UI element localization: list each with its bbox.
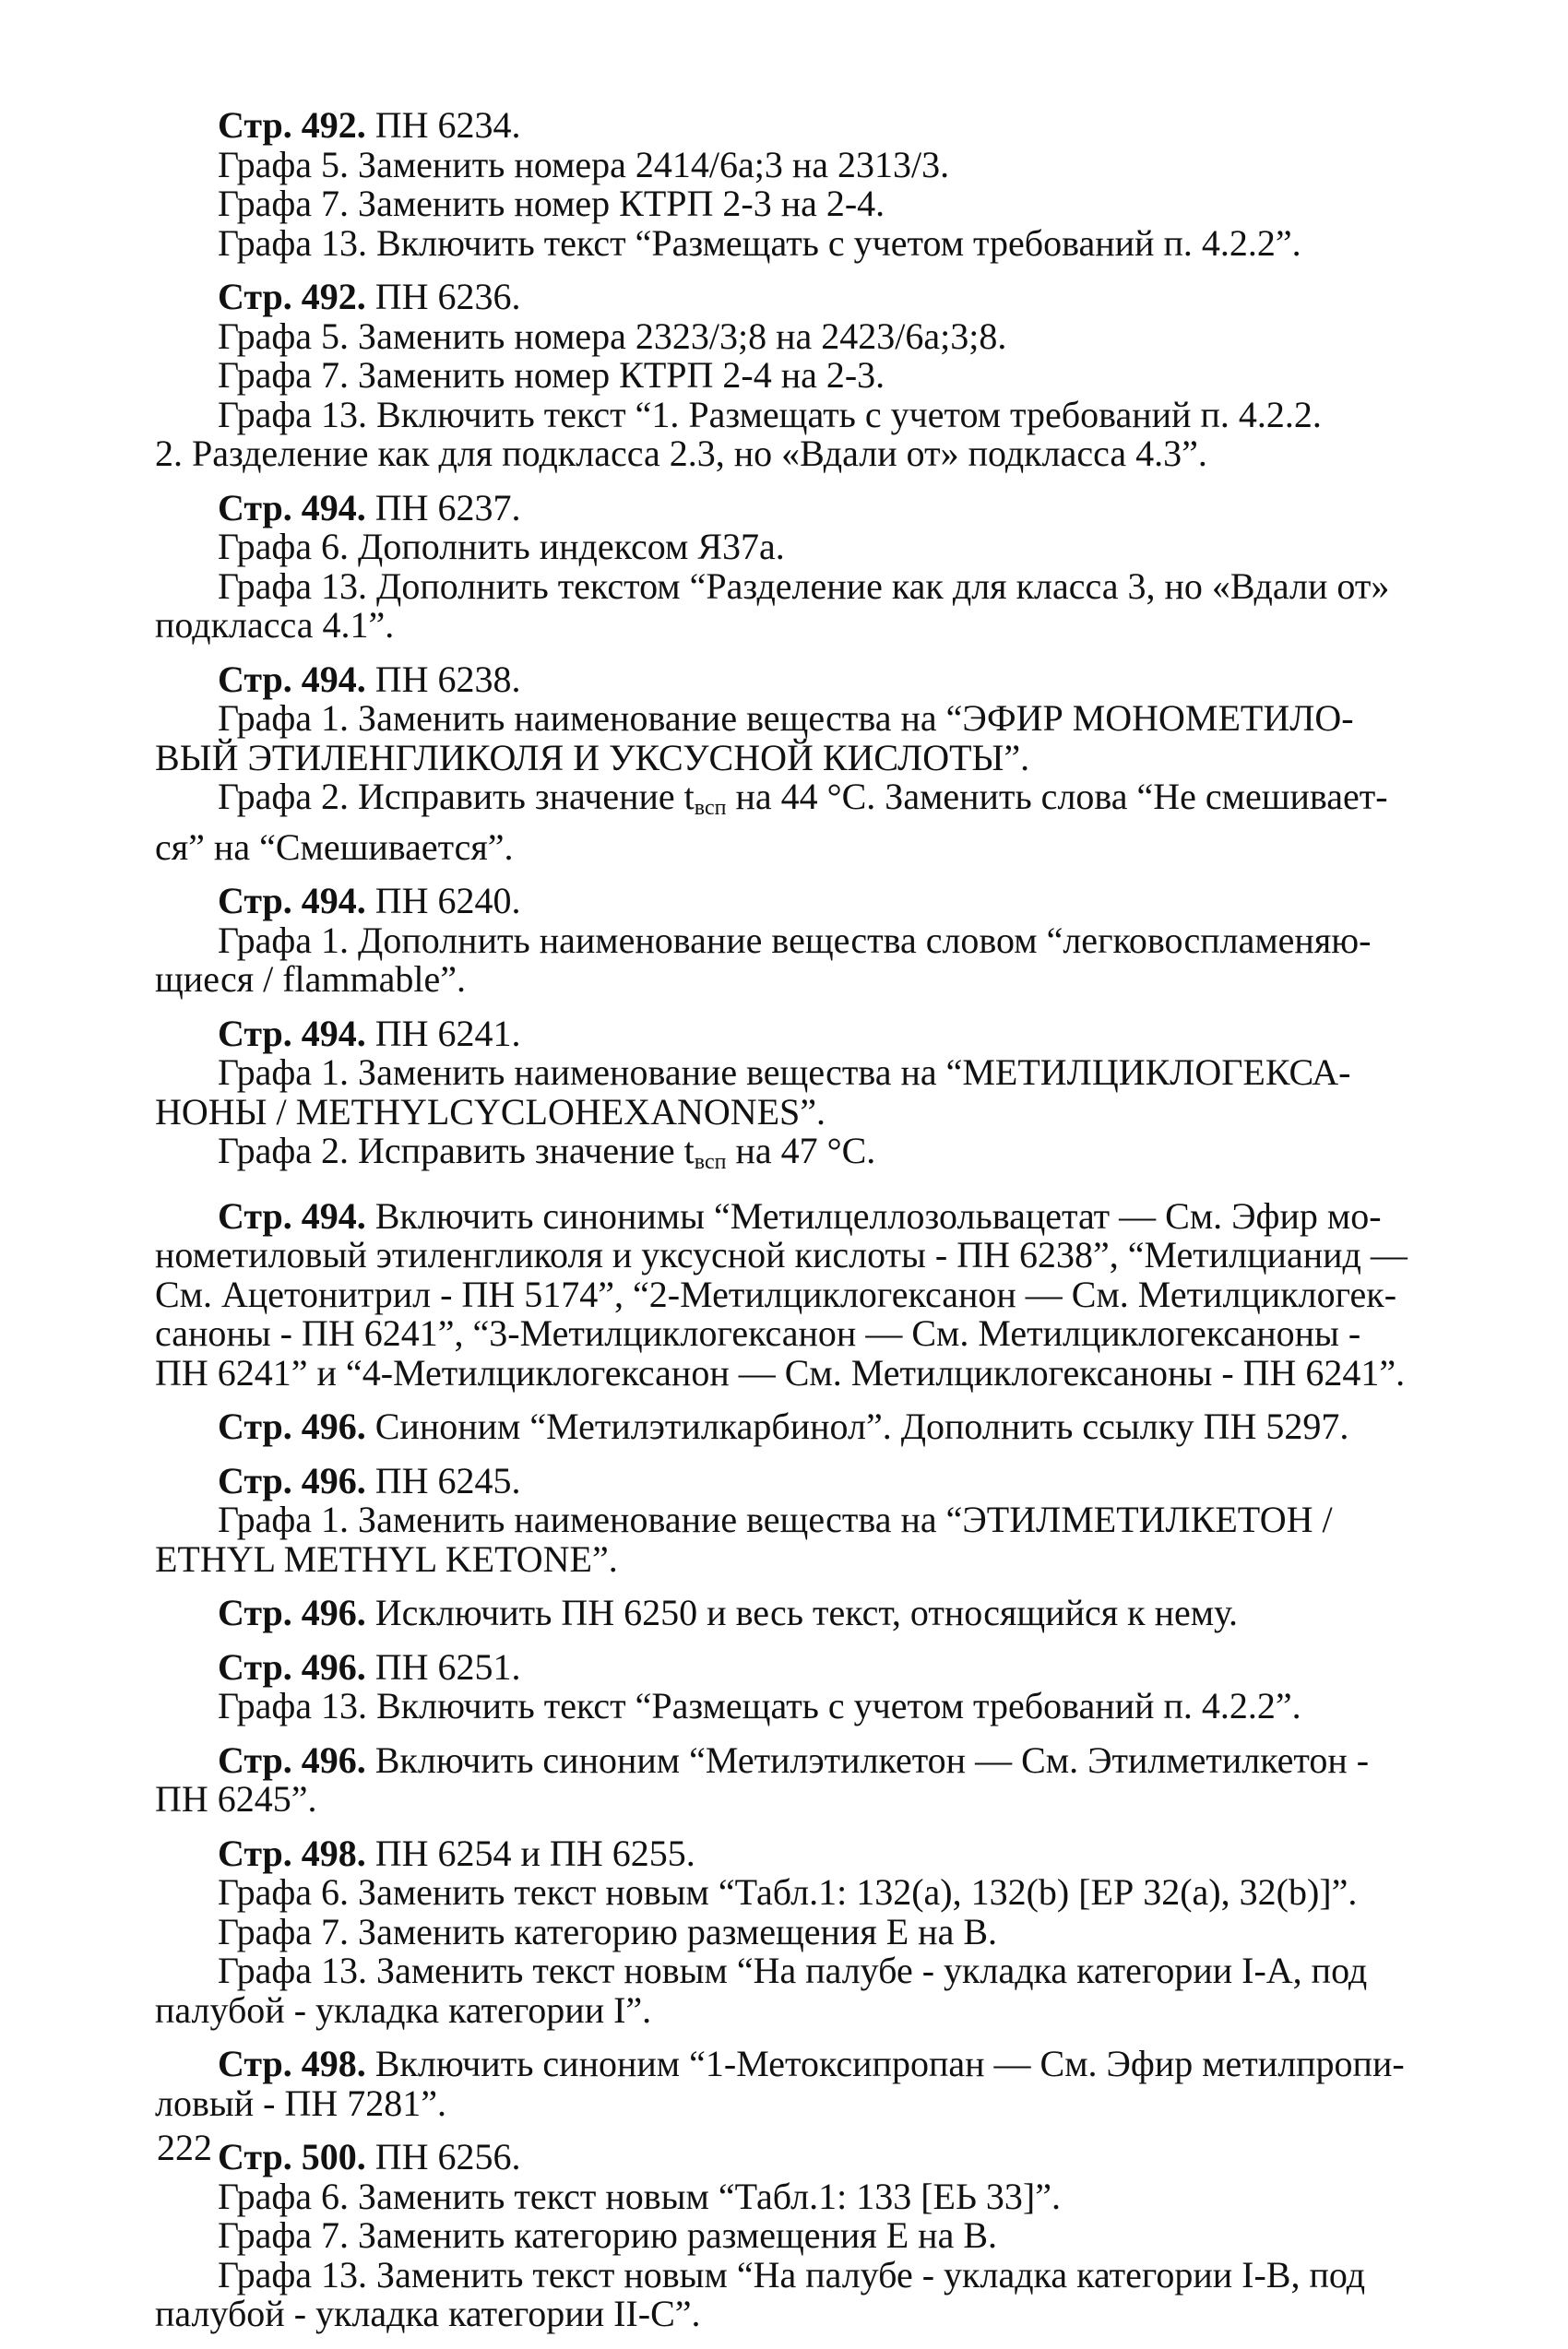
entry-text: ПН 6245. [365,1459,521,1501]
entry-text: ПН 6256. [365,2136,521,2177]
line-text: Графа 5. Заменить номера 2323/3;8 на 2423/6а;3;8. [218,314,1007,357]
document-body [155,106,1428,2349]
line-text: Графа 2. Исправить значение t [218,1130,695,1171]
entry-line [155,606,1428,646]
line-text: Графа 2. Исправить значение t [218,776,695,817]
line-text: Графа 1. Заменить наименование вещества на “ЭФИР МОНОМЕТИЛО- [218,697,1354,739]
line-text: Графа 13. Заменить текст новым “На палубе - укладка категории I-A, под [218,1950,1368,1991]
entry-line [155,184,1428,224]
amendment-entry [155,2045,1428,2123]
line-text: Графа 1. Дополнить наименование вещества словом “легковоспламеняю- [218,919,1372,961]
page-reference: Стр. 492. [218,104,366,146]
page-reference: Стр. 492. [218,276,366,317]
line-text: нометиловый этиленгликоля и уксусной кислоты - ПН 6238”, “Метилцианид — [155,1234,1408,1275]
entry-line [155,393,1428,435]
entry-line [155,564,1428,607]
entry-heading-line [155,1738,1428,1781]
entry-heading-line [155,660,1428,700]
line-text: палубой - укладка категории II-C”. [155,2293,701,2334]
line-text: 2. Разделение как для подкласса 2.3, но «Вдали от» подкласса 4.3”. [155,433,1207,474]
entry-line [155,2084,1428,2124]
line-text: ВЫЙ ЭТИЛЕНГЛИКОЛЯ И УКСУСНОЙ КИСЛОТЫ”. [155,736,1030,778]
amendment-entry [155,1594,1428,1633]
entry-heading-line [155,1194,1428,1237]
entry-heading-line [155,1014,1428,1054]
amendment-entry [155,278,1428,474]
line-text-after: на 47 °С. [726,1130,876,1171]
entry-heading-line [155,106,1428,146]
line-text: палубой - укладка категории I”. [155,1988,652,2031]
entry-line [155,1687,1428,1726]
entry-line [155,1314,1428,1354]
page-reference: Стр. 496. [218,1459,366,1501]
entry-heading-line [155,1834,1428,1874]
entry-heading-line [155,278,1428,317]
line-text: Графа 1. Заменить наименование вещества на “ЭТИЛМЕТИЛКЕТОН / [218,1499,1333,1540]
entry-text: ПН 6238. [365,658,521,700]
entry-text: Исключить ПН 6250 и весь текст, относящийся к нему. [365,1592,1239,1633]
page-reference: Стр. 500. [218,2136,366,2177]
subscript: всп [694,1150,727,1174]
entry-text: ПН 6236. [365,276,521,317]
entry-line [155,1780,1428,1820]
entry-text: ПН 6241. [365,1012,521,1054]
entry-text: ПН 6237. [365,486,521,528]
entry-heading-line [155,486,1428,528]
line-text: Графа 7. Заменить номер КТРП 2-4 на 2-3. [218,354,885,396]
entry-line [155,434,1428,474]
entry-line [155,736,1428,778]
entry-line [155,1910,1428,1952]
entry-text: ПН 6234. [365,104,521,146]
line-text: Графа 13. Включить текст “1. Размещать с учетом требований п. 4.2.2. [218,393,1322,435]
entry-text: ПН 6254 и ПН 6255. [365,1832,695,1874]
line-text: Графа 13. Включить текст “Размещать с учетом требований п. 4.2.2”. [218,1685,1301,1726]
line-text: НОНЫ / METHYLCYCLOHEXANONES”. [155,1090,826,1133]
entry-text: ПН 6240. [365,880,521,921]
line-text: саноны - ПН 6241”, “3-Метилциклогексанон — См. Метилциклогексаноны - [155,1312,1361,1354]
amendment-entry [155,1194,1428,1394]
entry-line [155,960,1428,1000]
entry-text: Включить синонимы “Метилцеллозольвацетат — См. Эфир мо- [365,1194,1382,1237]
amendment-entry [155,106,1428,263]
page-reference: Стр. 498. [218,1832,366,1874]
line-text: Графа 13. Заменить текст новым “На палубе - укладка категории I-B, под [218,2253,1366,2296]
page-reference: Стр. 496. [218,1738,366,1781]
page-reference: Стр. 498. [218,2043,366,2084]
line-text: Графа 7. Заменить категорию размещения Е на В. [218,2214,997,2256]
line-text: подкласса 4.1”. [155,604,395,646]
entry-line [155,1275,1428,1315]
line-text: Графа 6. Заменить текст новым “Табл.1: 133 [ЕЬ 33]”. [218,2175,1061,2217]
page-reference: Стр. 496. [218,1592,366,1633]
line-text: ПН 6241” и “4-Метилциклогексанон — См. Метилциклогексаноны - ПН 6241”. [155,1351,1406,1394]
entry-heading-line [155,2045,1428,2084]
line-text: Графа 7. Заменить номер КТРП 2-3 на 2-4. [218,183,885,224]
entry-line [155,1053,1428,1093]
line-text: Графа 6. Заменить текст новым “Табл.1: 132(a), 132(b) [ЕР 32(a), 32(b)]”. [218,1871,1358,1913]
line-text: Графа 13. Дополнить текстом “Разделение как для класса 3, но «Вдали от» [218,564,1390,607]
entry-heading-line [155,1594,1428,1633]
entry-line [155,528,1428,567]
page-number: 222 [157,2127,212,2168]
entry-line [155,2295,1428,2334]
entry-line [155,2216,1428,2256]
line-text: щиеся / flammable”. [155,958,467,1000]
entry-line [155,2177,1428,2217]
page-reference: Стр. 494. [218,1194,366,1237]
entry-heading-line [155,1459,1428,1501]
line-text-after: на 44 °С. Заменить слова “Не смешивает- [726,776,1388,817]
entry-line [155,1988,1428,2031]
amendment-entry [155,1738,1428,1820]
amendment-entry [155,1834,1428,2031]
entry-heading-line [155,882,1428,921]
entry-line [155,777,1428,828]
page-reference: Стр. 494. [218,486,366,528]
entry-line [155,699,1428,739]
entry-text: Синоним “Метилэтилкарбинол”. Дополнить ссылку ПН 5297. [365,1406,1349,1447]
line-text: ПН 6245”. [155,1778,317,1820]
line-text: ETHYL METHYL KETONE”. [155,1537,618,1580]
page-reference: Стр. 494. [218,880,366,921]
entry-line [155,143,1428,185]
entry-heading-line [155,1645,1428,1688]
amendment-entry [155,486,1428,646]
entry-line [155,314,1428,357]
entry-line [155,1501,1428,1540]
entry-line [155,1351,1428,1394]
page-reference: Стр. 496. [218,1645,366,1688]
amendment-entry [155,2138,1428,2334]
line-text: Графа 5. Заменить номера 2414/6а;3 на 2313/3. [218,143,950,185]
entry-line [155,921,1428,961]
entry-line [155,1873,1428,1913]
line-text: Графа 13. Включить текст “Размещать с учетом требований п. 4.2.2”. [218,221,1301,264]
amendment-entry [155,1407,1428,1447]
entry-text: ПН 6251. [365,1645,521,1688]
amendment-entry [155,660,1428,868]
line-text: Графа 6. Дополнить индексом Я37а. [218,526,785,567]
line-text: См. Ацетонитрил - ПН 5174”, “2-Метилциклогексанон — См. Метилциклогек- [155,1273,1397,1315]
amendment-entry [155,882,1428,1000]
line-text: ловый - ПН 7281”. [155,2082,446,2124]
line-text: Графа 1. Заменить наименование вещества на “МЕТИЛЦИКЛОГЕКСА- [218,1051,1351,1093]
entry-text: Включить синоним “Метилэтилкетон — См. Этилметилкетон - [365,1738,1370,1781]
entry-line [155,1236,1428,1275]
entry-line [155,825,1428,868]
entry-heading-line [155,1407,1428,1447]
amendment-entry [155,1014,1428,1182]
amendment-entry [155,1459,1428,1580]
entry-heading-line [155,2138,1428,2177]
line-text: ся” на “Смешивается”. [155,825,514,868]
entry-text: Включить синоним “1-Метоксипропан — См. Эфир метилпропи- [365,2043,1405,2084]
entry-line [155,1132,1428,1182]
line-text: Графа 7. Заменить категорию размещения Е на В. [218,1910,997,1952]
subscript: всп [694,796,727,820]
page-reference: Стр. 496. [218,1406,366,1447]
entry-line [155,1952,1428,1991]
amendment-entry [155,1645,1428,1726]
entry-line [155,221,1428,264]
entry-line [155,356,1428,396]
page-reference: Стр. 494. [218,1012,366,1054]
page-reference: Стр. 494. [218,658,366,700]
entry-line [155,1537,1428,1580]
entry-line [155,1090,1428,1133]
entry-line [155,2253,1428,2296]
